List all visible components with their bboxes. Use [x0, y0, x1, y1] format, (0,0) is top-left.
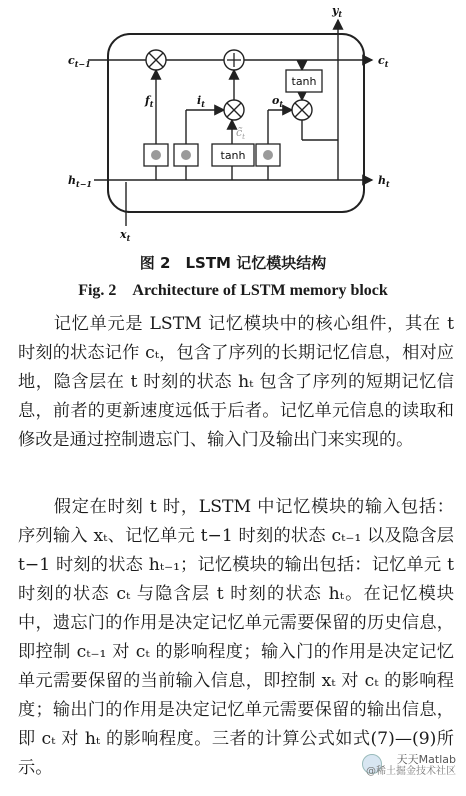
c-tilde-sub: t — [242, 133, 245, 141]
y-out-label: y — [332, 4, 339, 17]
h-out-sub: t — [386, 179, 390, 189]
i-gate-sub: t — [201, 99, 205, 109]
o-gate-label: o — [272, 94, 280, 107]
svg-text:xt — [119, 228, 131, 243]
sigma-icon — [151, 150, 161, 160]
svg-text:ct — [378, 54, 389, 69]
paragraph-1-text: 记忆单元是 LSTM 记忆模块中的核心组件，其在 t 时刻的状态记作 cₜ，包含了序列的长期记忆信息，相对应地，隐含层在 t 时刻的状态 hₜ 包含了序列的短期记忆信息，前者的更新速度远低于后者。记忆单元信息的读取和修改是通过控制遗忘门、输入门及输出门来实现的。 — [18, 314, 454, 450]
watermark-sub: @稀土掘金技术社区 — [366, 766, 456, 777]
svg-text:yt — [331, 4, 342, 19]
figure-caption-en: Fig. 2 Architecture of LSTM memory block — [78, 282, 388, 299]
c-out-label: c — [378, 54, 385, 67]
tanh-mid-label: tanh — [220, 149, 246, 162]
lstm-diagram — [0, 0, 466, 245]
svg-text:it — [197, 94, 205, 109]
paragraph-1 — [18, 310, 454, 455]
svg-text:ht — [378, 174, 390, 189]
y-out-sub: t — [338, 9, 343, 19]
sigma-icon — [181, 150, 191, 160]
f-gate-sub: t — [149, 99, 154, 109]
i-gate-label: i — [197, 94, 202, 107]
svg-text:c̃t — [236, 126, 245, 141]
paragraph-2 — [18, 493, 454, 783]
f-gate-label: f — [145, 94, 150, 107]
svg-text:ot — [272, 94, 283, 109]
paragraph-2-text: 假定在时刻 t 时，LSTM 中记忆模块的输入包括：序列输入 xₜ、记忆单元 t−1 时刻的状态 cₜ₋₁ 以及隐含层 t−1 时刻的状态 hₜ₋₁；记忆模块的输出包括：记忆单元 t 时刻的状态 cₜ 与隐含层 t 时刻的状态 hₜ。在记忆模块中，遗忘门的作用是决定记忆单元需要保留的历史信息，即控制 cₜ₋₁ 对 cₜ 的影响程度；输入门的作用是决定记忆单元需要保留的当前输入信息，即控制 xₜ 对 cₜ 的影响程度；输出门的作用是决定记忆单元需要保留的输出信息，即 cₜ 对 hₜ 的影响程度。三者的计算公式如式(7)—(9)所示。 — [18, 497, 454, 778]
sigma-icon — [263, 150, 273, 160]
o-gate-sub: t — [279, 99, 284, 109]
c-prev-sub: t−1 — [74, 59, 91, 69]
c-tilde-label: c̃ — [236, 126, 243, 139]
svg-text:ct−1 — [68, 54, 91, 69]
figure-caption-cn: 图 2 LSTM 记忆模块结构 — [139, 254, 327, 272]
watermark — [366, 754, 456, 778]
watermark-title: 天天Matlab — [396, 753, 456, 766]
h-prev-label: h — [68, 174, 76, 187]
h-out-label: h — [378, 174, 386, 187]
tanh-top-label: tanh — [291, 75, 317, 88]
svg-text:ht−1 — [68, 174, 92, 189]
x-in-sub: t — [126, 233, 131, 243]
svg-text:ft — [144, 94, 154, 109]
c-prev-label: c — [68, 54, 75, 67]
c-out-sub: t — [384, 59, 389, 69]
h-prev-sub: t−1 — [76, 179, 92, 189]
x-in-label: x — [120, 228, 127, 241]
